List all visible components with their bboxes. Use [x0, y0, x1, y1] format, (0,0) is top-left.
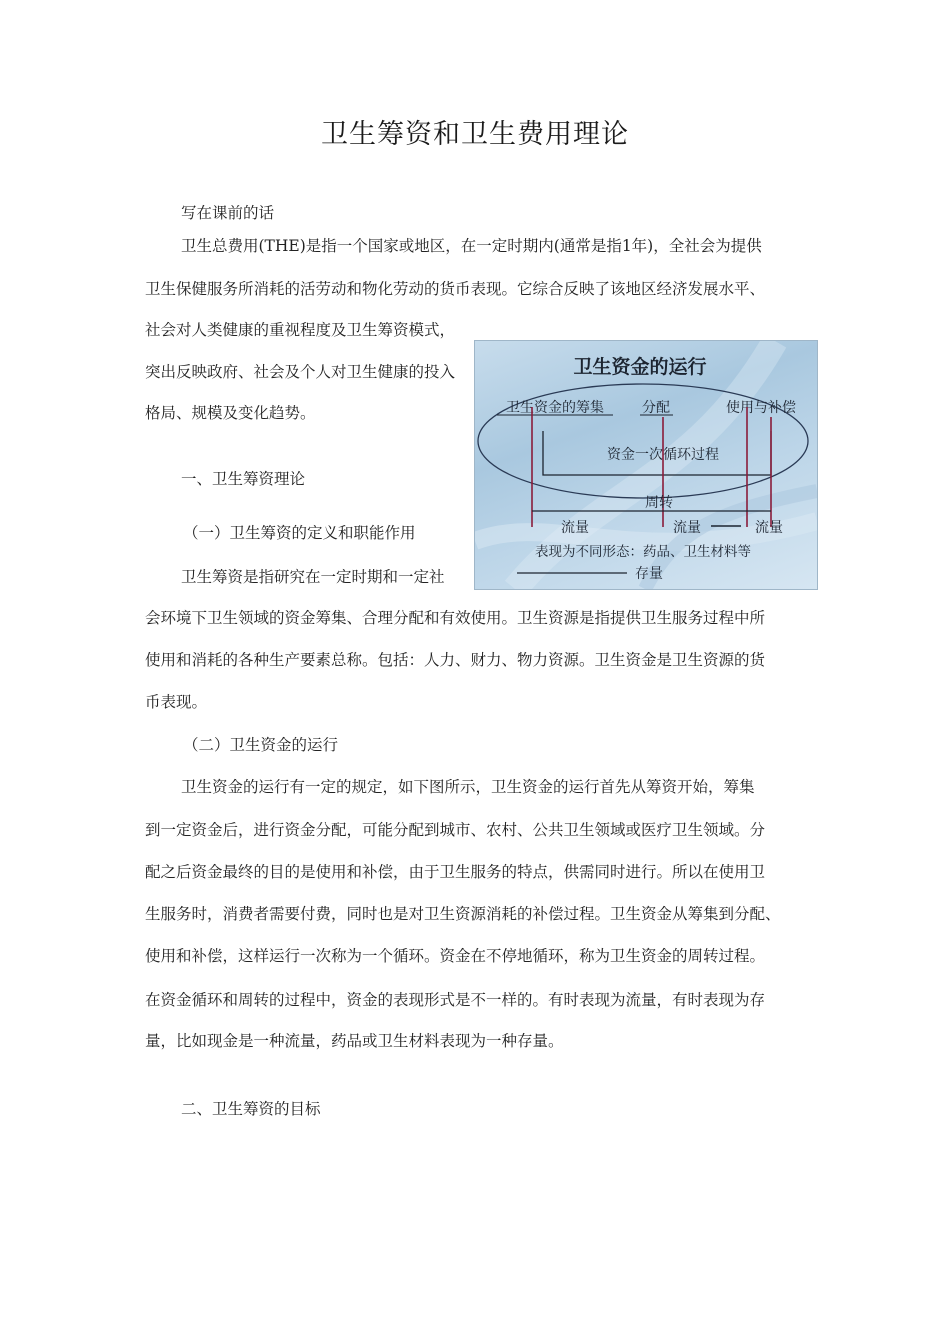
stock-label: 存量	[635, 566, 663, 582]
flow-label-right: 流量	[755, 520, 783, 536]
subsection-2-heading: （二）卫生资金的运行	[183, 736, 339, 754]
sub2-line-4: 生服务时，消费者需要付费，同时也是对卫生资源消耗的补偿过程。卫生资金从筹集到分配、	[145, 905, 781, 923]
intro-heading: 写在课前的话	[181, 204, 275, 222]
figure-title: 卫生资金的运行	[573, 356, 707, 378]
section-2-heading: 二、卫生筹资的目标	[181, 1100, 321, 1118]
turnover-label: 周转	[645, 495, 673, 511]
fund-operation-figure	[474, 340, 818, 590]
sub1-line-1: 卫生筹资是指研究在一定时期和一定社	[181, 568, 445, 586]
stage-use-label: 使用与补偿	[726, 400, 796, 416]
sub2-line-1: 卫生资金的运行有一定的规定，如下图所示，卫生资金的运行首先从筹资开始，筹集	[181, 778, 755, 796]
forms-label: 表现为不同形态：药品、卫生材料等	[535, 544, 751, 560]
sub2-line-7: 量，比如现金是一种流量，药品或卫生材料表现为一种存量。	[145, 1032, 564, 1050]
subsection-1-heading: （一）卫生筹资的定义和职能作用	[183, 524, 416, 542]
sub1-line-4: 币表现。	[145, 693, 208, 711]
sub2-line-3: 配之后资金最终的目的是使用和补偿，由于卫生服务的特点，供需同时进行。所以在使用卫	[145, 863, 766, 881]
fund-operation-diagram	[475, 341, 817, 589]
flow-label-left: 流量	[561, 520, 589, 536]
page-title: 卫生筹资和卫生费用理论	[321, 119, 629, 150]
sub2-line-6: 在资金循环和周转的过程中，资金的表现形式是不一样的。有时表现为流量，有时表现为存	[145, 991, 766, 1009]
intro-line-3: 社会对人类健康的重视程度及卫生筹资模式，	[145, 321, 456, 339]
intro-line-2: 卫生保健服务所消耗的活劳动和物化劳动的货币表现。它综合反映了该地区经济发展水平、	[145, 280, 766, 298]
intro-line-4: 突出反映政府、社会及个人对卫生健康的投入	[145, 363, 456, 381]
sub1-line-2: 会环境下卫生领域的资金筹集、合理分配和有效使用。卫生资源是指提供卫生服务过程中所	[145, 609, 766, 627]
stage-collect-label: 卫生资金的筹集	[506, 400, 604, 416]
flow-label-middle: 流量	[673, 520, 701, 536]
sub2-line-2: 到一定资金后，进行资金分配，可能分配到城市、农村、公共卫生领域或医疗卫生领域。分	[145, 821, 766, 839]
cycle-label: 资金一次循环过程	[607, 447, 719, 463]
intro-line-5: 格局、规模及变化趋势。	[145, 404, 316, 422]
intro-line-1: 卫生总费用(THE)是指一个国家或地区，在一定时期内(通常是指1年)，全社会为提供	[181, 237, 762, 255]
sub2-line-5: 使用和补偿，这样运行一次称为一个循环。资金在不停地循环，称为卫生资金的周转过程。	[145, 947, 766, 965]
section-1-heading: 一、卫生筹资理论	[181, 470, 306, 488]
stage-allocate-label: 分配	[642, 400, 670, 416]
sub1-line-3: 使用和消耗的各种生产要素总称。包括：人力、财力、物力资源。卫生资金是卫生资源的货	[145, 651, 766, 669]
